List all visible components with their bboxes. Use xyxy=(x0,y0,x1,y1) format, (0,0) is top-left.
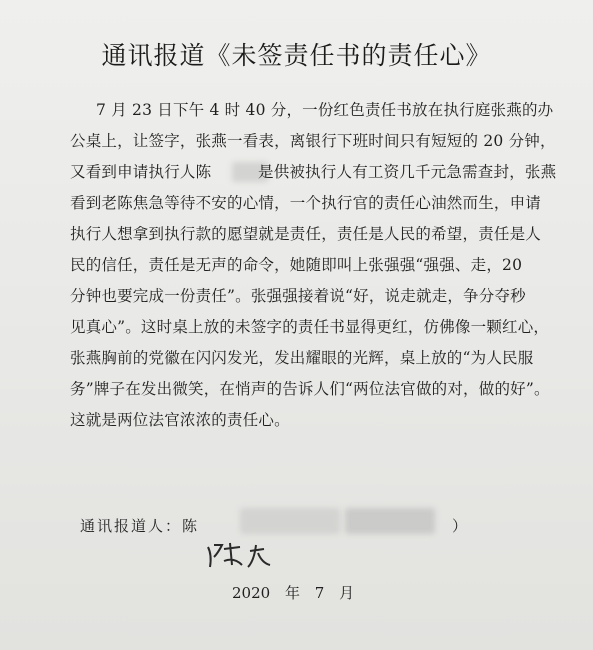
body-line-9: 张燕胸前的党徽在闪闪发光，发出耀眼的光辉，桌上放的“为人民服 xyxy=(70,349,534,367)
document-title: 通讯报道《未签责任书的责任心》 xyxy=(101,41,492,70)
body-line-11: 这就是两位法官浓浓的责任心。 xyxy=(70,411,290,429)
body-line-1: 7 月 23 日下午 4 时 40 分，一份红色责任书放在执行庭张燕的办 xyxy=(96,101,554,119)
date-year: 2020 xyxy=(232,584,271,602)
redaction-blur-id xyxy=(345,508,435,534)
body-line-10: 务”牌子在发出微笑，在悄声的告诉人们“两位法官做的对，做的好”。 xyxy=(70,380,550,398)
body-line-6: 民的信任，责任是无声的命令，她随即叫上张强强“强强、走，20 xyxy=(70,256,523,274)
body-line-3a: 又看到申请执行人陈 xyxy=(70,163,212,181)
body-line-8: 见真心”。这时桌上放的未签字的责任书显得更红，仿佛像一颗红心， xyxy=(70,318,550,336)
body-line-2: 公桌上，让签字，张燕一看表，离银行下班时间只有短短的 20 分钟， xyxy=(70,132,556,150)
date-month-unit: 月 xyxy=(339,584,355,602)
body-line-5: 执行人想拿到执行款的愿望就是责任，责任是人民的希望，责任是人 xyxy=(70,225,542,243)
reporter-label: 通讯报道人：陈 xyxy=(80,517,200,535)
handwritten-signature xyxy=(200,535,290,575)
reporter-close-paren: ） xyxy=(452,517,468,535)
date-year-unit: 年 xyxy=(284,584,300,602)
date-month: 7 xyxy=(314,584,325,602)
body-line-7: 分钟也要完成一份责任”。张强强接着说“好，说走就走，争分夺秒 xyxy=(70,287,526,305)
body-line-3b: 是供被执行人有工资几千元急需查封，张燕 xyxy=(258,163,557,181)
body-line-4: 看到老陈焦急等待不安的心情，一个执行官的责任心油然而生，申请 xyxy=(70,194,542,212)
redaction-blur-name xyxy=(240,508,340,534)
document-date xyxy=(232,582,354,603)
